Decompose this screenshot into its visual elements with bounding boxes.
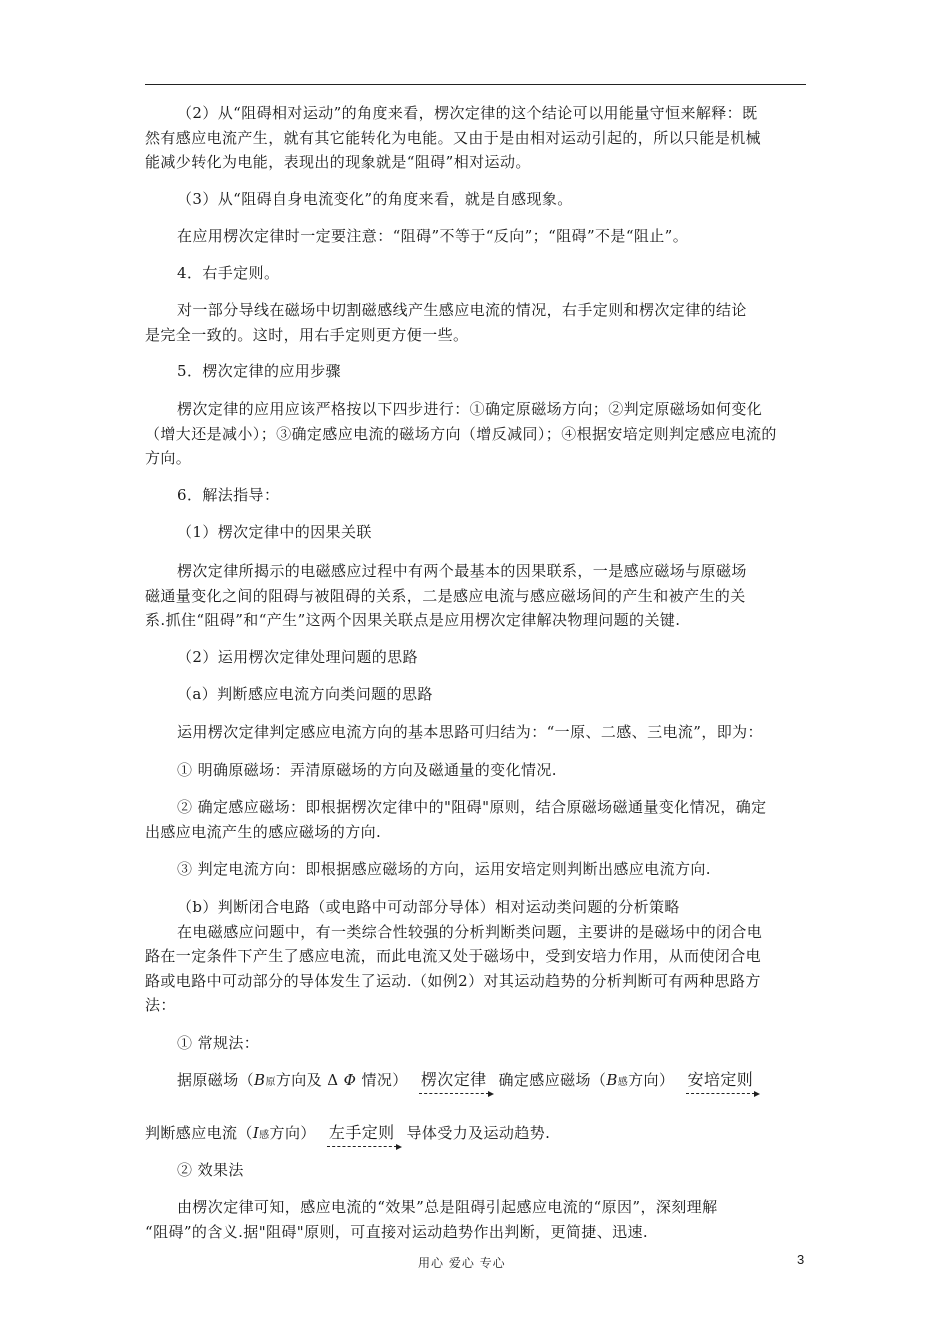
- paragraph-causal-link: [145, 559, 806, 633]
- text-line: 4．右手定则。: [177, 264, 280, 282]
- step-original-field: [145, 758, 806, 783]
- text-line: “阻碍”的含义.据"阻碍"原则，可直接对运动趋势作出判断，更简捷、迅速.: [145, 1222, 649, 1241]
- paragraph-basic-approach: [145, 720, 806, 745]
- text-line: 6．解法指导：: [177, 486, 280, 504]
- text-line: 出感应电流产生的感应磁场的方向.: [145, 822, 382, 841]
- symbol-b: B: [606, 1071, 618, 1089]
- text-line: （增大还是减小）；③确定感应电流的磁场方向（增反减同）；④根据安培定则判定感应电流的: [145, 424, 777, 443]
- text-line: 在电磁感应问题中，有一类综合性较强的分析判断类问题，主要讲的是磁场中的闭合电: [177, 922, 763, 941]
- heading-application-steps: [145, 359, 806, 384]
- paragraph-self-induction: [145, 187, 806, 212]
- flow-line-1: [145, 1068, 806, 1096]
- footer-motto: 用心 爱心 专心: [418, 1256, 506, 1270]
- text-line: ③ 判定电流方向：即根据感应磁场的方向，运用安培定则判断出感应电流方向.: [177, 860, 711, 878]
- text-line: ② 效果法: [177, 1161, 244, 1179]
- text-line: 路在一定条件下产生了感应电流，而此电流又处于磁场中，受到安培力作用，从而使闭合电: [145, 947, 762, 965]
- heading-right-hand-rule: [145, 261, 806, 286]
- heading-problem-approach: [145, 645, 806, 670]
- text-line: ① 常规法：: [177, 1034, 260, 1052]
- arrow-lenz-law: [419, 1068, 489, 1094]
- arrow-label: 楞次定律: [420, 1070, 487, 1089]
- flow-text: 情况）: [356, 1071, 408, 1089]
- text-line: 路或电路中可动部分的导体发生了运动.（如例2）对其运动趋势的分析判断可有两种思路方: [145, 971, 761, 990]
- symbol-i: I: [252, 1124, 260, 1142]
- text-line: （3）从“阻碍自身电流变化”的角度来看，就是自感现象。: [177, 190, 573, 208]
- text-line: （a）判断感应电流方向类问题的思路: [177, 685, 433, 703]
- symbol-phi: Φ: [343, 1071, 357, 1089]
- text-line: 方向。: [145, 449, 192, 467]
- heading-conventional-method: [145, 1031, 806, 1056]
- flow-text: 据原磁场（: [177, 1071, 255, 1089]
- paragraph-energy-conservation: [145, 101, 806, 175]
- paragraph-attention: [145, 224, 806, 249]
- text-line: [145, 1068, 806, 1096]
- text-line: （2）从“阻碍相对运动”的角度来看，楞次定律的这个结论可以用能量守恒来解释：既: [177, 104, 758, 122]
- heading-causal-link: [145, 520, 806, 545]
- arrow-label: 安培定则: [687, 1070, 754, 1089]
- text-line: 对一部分导线在磁场中切割磁感线产生感应电流的情况，右手定则和楞次定律的结论: [177, 301, 747, 319]
- flow-text: 判断感应电流（: [145, 1124, 253, 1142]
- flow-line-2: [145, 1121, 806, 1149]
- arrow-left-hand-rule: [327, 1121, 397, 1147]
- text-line: [145, 1121, 806, 1149]
- arrow-label: 左手定则: [328, 1123, 395, 1142]
- text-line: 系.抓住“阻碍”和“产生”这两个因果关联点是应用楞次定律解决物理问题的关键.: [145, 611, 681, 629]
- symbol-subscript: 感: [617, 1077, 629, 1088]
- text-line: 由楞次定律可知，感应电流的“效果”总是阻碍引起感应电流的“原因”，深刻理解: [177, 1198, 718, 1216]
- text-line: （b）判断闭合电路（或电路中可动部分导体）相对运动类问题的分析策略: [177, 898, 680, 916]
- flow-text: 导体受力及运动趋势.: [406, 1124, 551, 1142]
- paragraph-effect-method: [145, 1195, 806, 1244]
- text-line: 楞次定律所揭示的电磁感应过程中有两个最基本的因果联系，一是感应磁场与原磁场: [177, 562, 747, 580]
- text-line: 磁通量变化之间的阻碍与被阻碍的关系，二是感应电流与感应磁场间的产生和被产生的关: [145, 586, 746, 605]
- symbol-subscript: 原: [265, 1077, 276, 1088]
- paragraph-right-hand-rule: [145, 298, 806, 347]
- heading-method-guide: [145, 483, 806, 508]
- text-line: ① 明确原磁场：弄清原磁场的方向及磁通量的变化情况.: [177, 761, 557, 779]
- heading-current-direction: [145, 682, 806, 707]
- text-line: （1）楞次定律中的因果关联: [177, 523, 372, 541]
- text-line: 在应用楞次定律时一定要注意：“阻碍”不等于“反向”；“阻碍”不是“阻止”。: [177, 227, 689, 245]
- flow-text: 方向及 Δ: [275, 1071, 344, 1089]
- flow-text: 方向）: [628, 1071, 675, 1089]
- text-line: 能减少转化为电能，表现出的现象就是“阻碍”相对运动。: [145, 153, 531, 171]
- page-number: 3: [797, 1252, 805, 1267]
- arrow-ampere-rule: [686, 1068, 756, 1094]
- heading-effect-method: [145, 1158, 806, 1183]
- header-rule: [145, 84, 806, 85]
- text-line: 运用楞次定律判定感应电流方向的基本思路可归结为：“一原、二感、三电流”，即为：: [177, 723, 763, 741]
- paragraph-relative-motion: [145, 895, 806, 1018]
- symbol-subscript: 感: [259, 1130, 270, 1141]
- text-line: 法：: [145, 996, 176, 1014]
- flow-text: 方向）: [269, 1124, 316, 1142]
- text-line: 是完全一致的。这时，用右手定则更方便一些。: [145, 325, 469, 344]
- flow-text: 确定感应磁场（: [498, 1071, 607, 1089]
- step-induced-field: [145, 795, 806, 844]
- text-line: ② 确定感应磁场：即根据楞次定律中的"阻碍"原则，结合原磁场磁通量变化情况，确定: [177, 798, 767, 816]
- symbol-b: B: [254, 1071, 266, 1089]
- step-current-direction: [145, 857, 806, 882]
- text-line: （2）运用楞次定律处理问题的思路: [177, 648, 418, 666]
- text-line: 楞次定律的应用应该严格按以下四步进行：①确定原磁场方向；②判定原磁场如何变化: [177, 400, 763, 418]
- text-line: 然有感应电流产生，就有其它能转化为电能。又由于是由相对运动引起的，所以只能是机械: [145, 128, 762, 147]
- paragraph-four-steps: [145, 397, 806, 471]
- text-line: 5．楞次定律的应用步骤: [177, 362, 341, 380]
